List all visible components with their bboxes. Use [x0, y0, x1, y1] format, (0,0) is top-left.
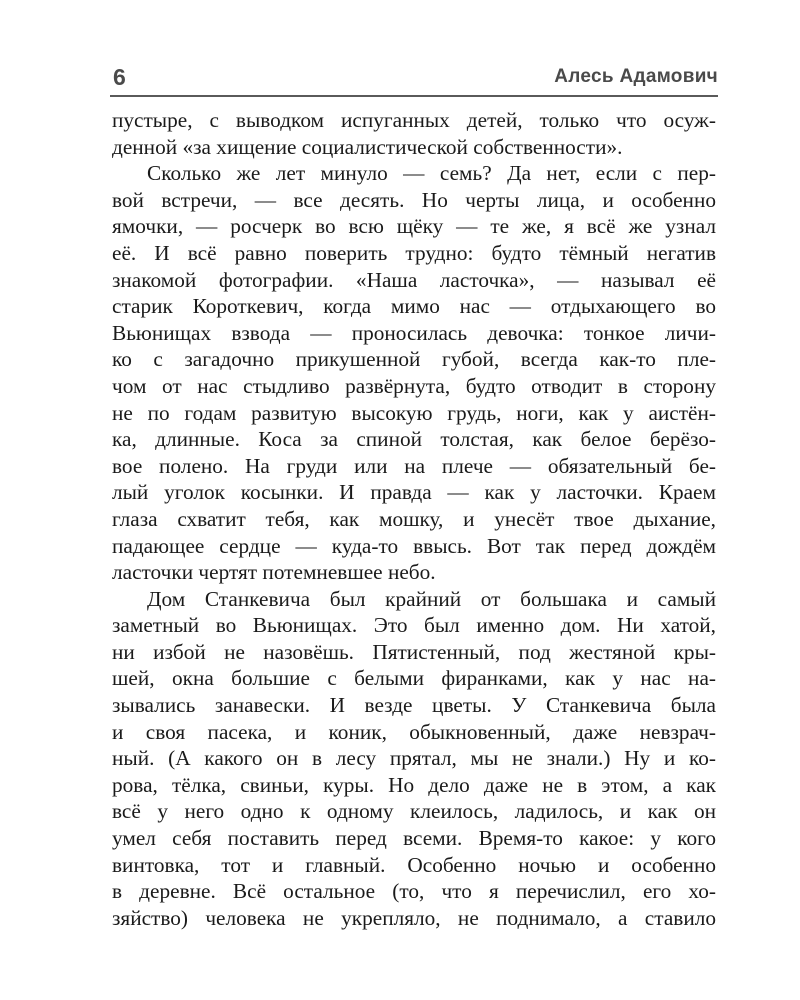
text-line: денной «за хищение социалистической собственности». — [112, 134, 623, 159]
text-line: падающее сердце — куда-то ввысь. Вот так перед дождём — [112, 533, 716, 558]
page-header — [110, 62, 718, 96]
text-line: ласточки чертят потемневшее небо. — [112, 560, 436, 585]
text-line: заметный во Вьюнищах. Это был именно дом. Ни хатой, — [112, 613, 716, 638]
text-line: вое полено. На груди или на плече — обязательный бе- — [112, 453, 716, 478]
text-line: Дом Станкевича был крайний от большака и самый — [147, 586, 716, 611]
text-line: ка, длинные. Коса за спиной толстая, как белое берёзо- — [112, 427, 716, 452]
text-line: и своя пасека, и коник, обыкновенный, даже невзрач- — [112, 719, 716, 744]
text-line: ко с загадочно прикушенной губой, всегда как-то пле- — [112, 347, 716, 372]
text-line: шей, окна большие с белыми фиранками, как у нас на- — [112, 666, 716, 691]
text-line: чом от нас стыдливо развёрнута, будто отводит в сторону — [112, 373, 716, 398]
page-number: 6 — [113, 64, 126, 90]
text-line: ный. (А какого он в лесу прятал, мы не знали.) Ну и ко- — [112, 746, 716, 771]
text-line: Вьюнищах взвода — проносилась девочка: тонкое личи- — [112, 320, 716, 345]
text-line: не по годам развитую высокую грудь, ноги, как у аистён- — [112, 400, 716, 425]
text-line: ямочки, — росчерк во всю щёку — те же, я всё же узнал — [112, 214, 716, 239]
text-line: умел себя поставить перед всеми. Время-то какое: у кого — [112, 826, 716, 851]
text-line: зяйство) человека не укрепляло, не поднимало, а ставило — [112, 905, 716, 930]
text-line: в деревне. Всё остальное (то, что я перечислил, его хо- — [112, 879, 716, 904]
text-line: знакомой фотографии. «Наша ласточка», — называл её — [112, 267, 716, 292]
text-line: старик Короткевич, когда мимо нас — отдыхающего во — [112, 294, 716, 319]
header-rule — [110, 95, 718, 97]
text-line: пустыре, с выводком испуганных детей, только что осуж- — [112, 108, 716, 132]
text-line: ни избой не назовёшь. Пятистенный, под жестяной кры- — [112, 639, 716, 664]
text-line: вой встречи, — все десять. Но черты лица, и особенно — [112, 187, 716, 212]
text-line: всё у него одно к одному клеилось, ладилось, и как он — [112, 799, 716, 824]
running-head-author: Алесь Адамович — [554, 66, 718, 87]
text-line: лый уголок косынки. И правда — как у ласточки. Краем — [112, 480, 716, 505]
text-line: винтовка, тот и главный. Особенно ночью и особенно — [112, 852, 716, 877]
text-line: её. И всё равно поверить трудно: будто тёмный негатив — [112, 240, 716, 265]
text-line: рова, тёлка, свиньи, куры. Но дело даже не в этом, а как — [112, 772, 716, 797]
body-text — [112, 107, 716, 931]
text-line: глаза схватит тебя, как мошку, и унесёт твое дыхание, — [112, 506, 716, 531]
text-line: зывались занавески. И везде цветы. У Станкевича была — [112, 693, 716, 718]
text-line: Сколько же лет минуло — семь? Да нет, если с пер- — [147, 161, 716, 186]
